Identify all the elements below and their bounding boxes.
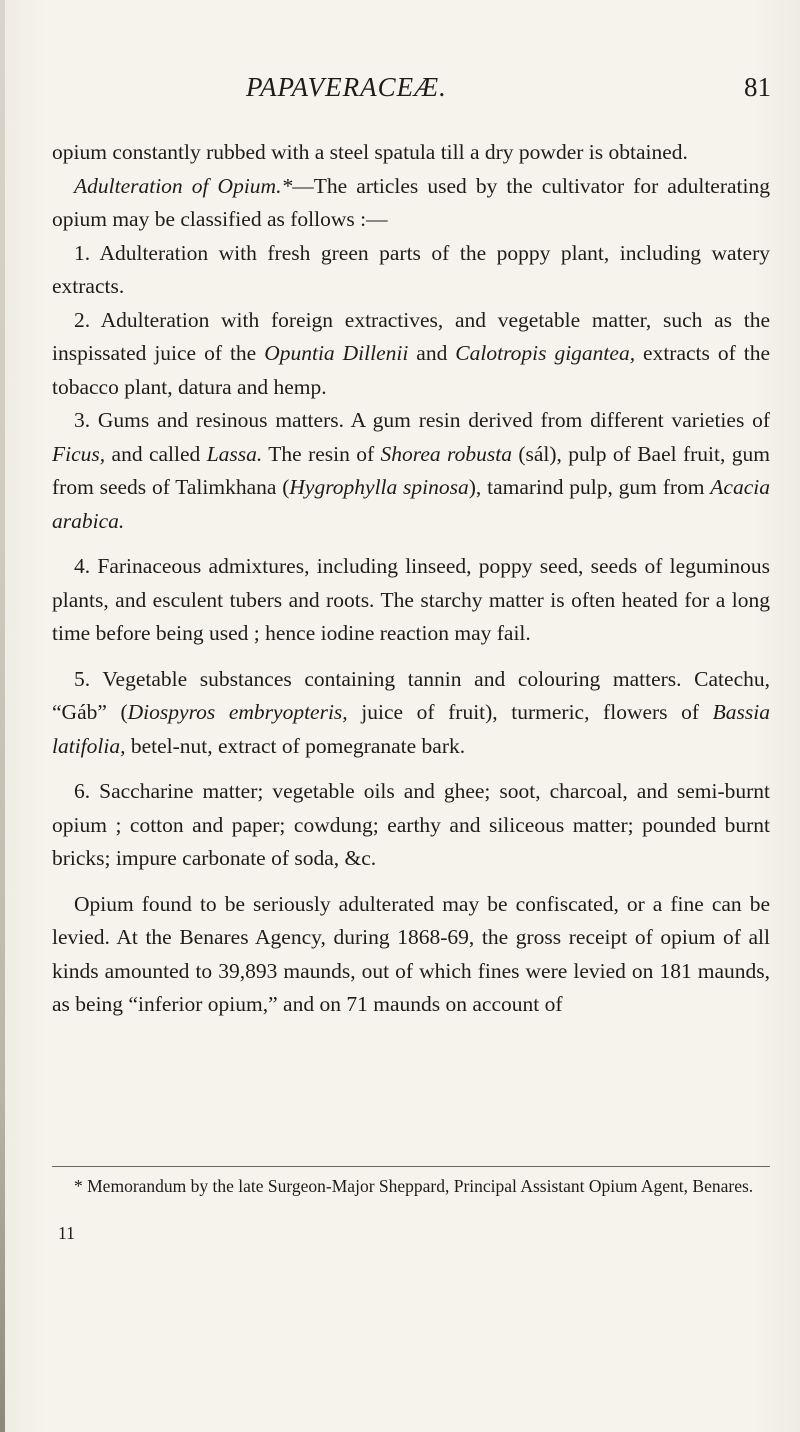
page-header [0, 72, 800, 112]
signature-mark: 11 [58, 1223, 75, 1243]
paragraph-adulteration-intro: Adulteration of Opium.*—The articles used by the cultivator for adulterating opium may be classified as follows :— [52, 173, 770, 231]
list-item-3: 3. Gums and resinous matters. A gum resin derived from different varieties of Ficus, and called Lassa. The resin of Shorea robusta (sál), pulp of Bael fruit, gum from seeds of Talimkhana (Hygrophylla spinosa), tamarind pulp, gum from Acacia arabica. [52, 408, 770, 533]
list-item-5: 5. Vegetable substances containing tannin and colouring matters. Catechu, “Gáb” (Diospyros embryopteris, juice of fruit), turmeric, flowers of Bassia latifolia, betel-nut, extract of pomegranate bark. [52, 666, 770, 758]
page-number: 81 [744, 72, 771, 102]
running-title: PAPAVERACEÆ. [246, 72, 447, 102]
paragraph-continuation: opium constantly rubbed with a steel spatula till a dry powder is obtained. [52, 140, 688, 164]
footnote-text: * Memorandum by the late Surgeon-Major Sheppard, Principal Assistant Opium Agent, Benares. [74, 1176, 754, 1196]
list-item-1: 1. Adulteration with fresh green parts of the poppy plant, including watery extracts. [52, 240, 770, 298]
paragraph-confiscation: Opium found to be seriously adulterated may be confiscated, or a fine can be levied. At the Benares Agency, during 1868-69, the gross receipt of opium of all kinds amounted to 39,893 maunds, out of which fines were levied on 181 maunds, as being “inferior opium,” and on 71 maunds on account of [52, 891, 770, 1016]
list-item-4: 4. Farinaceous admixtures, including linseed, poppy seed, seeds of leguminous plants, and esculent tubers and roots. The starchy matter is often heated for a long time before being used ; hence iodine reaction may fail. [52, 554, 770, 645]
list-item-2: 2. Adulteration with foreign extractives, and vegetable matter, such as the inspissated juice of the Opuntia Dillenii and Calotropis gigantea, extracts of the tobacco plant, datura and hemp. [52, 307, 770, 399]
list-item-6: 6. Saccharine matter; vegetable oils and ghee; soot, charcoal, and semi-burnt opium ; cotton and paper; cowdung; earthy and siliceous matter; pounded burnt bricks; impure carbonate of soda, &c. [52, 779, 770, 870]
footnote [52, 1174, 770, 1198]
binding-edge [0, 0, 5, 1432]
section-heading: Adulteration of Opium.* [74, 173, 293, 198]
footnote-rule [52, 1166, 770, 1167]
body-text [52, 136, 770, 1022]
